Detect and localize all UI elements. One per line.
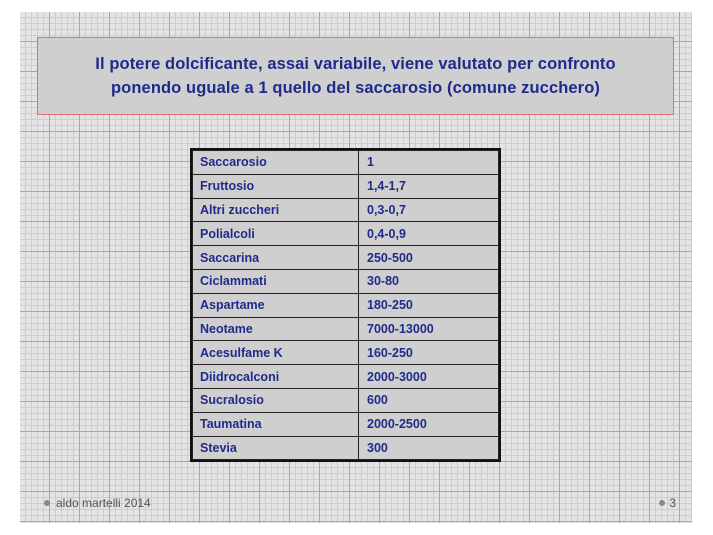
- sweetener-name: Diidrocalconi: [193, 365, 359, 389]
- page-number: 3: [669, 496, 676, 510]
- table-row: [193, 388, 499, 412]
- footer-author: [44, 496, 151, 510]
- sweetness-value: 0,3-0,7: [359, 198, 499, 222]
- title-box: [37, 37, 674, 115]
- sweetener-table: [190, 148, 501, 462]
- sweetness-value: 300: [359, 436, 499, 460]
- sweetness-value: 30-80: [359, 269, 499, 293]
- table-row: [193, 246, 499, 270]
- bullet-icon: [659, 500, 665, 506]
- sweetness-value: 250-500: [359, 246, 499, 270]
- sweetness-value: 2000-2500: [359, 412, 499, 436]
- sweetener-name: Saccarosio: [193, 151, 359, 175]
- table-row: [193, 436, 499, 460]
- table-row: [193, 317, 499, 341]
- table-row: [193, 151, 499, 175]
- sweetener-name: Polialcoli: [193, 222, 359, 246]
- sweetness-value: 600: [359, 388, 499, 412]
- sweetener-name: Aspartame: [193, 293, 359, 317]
- footer-page: [659, 496, 676, 510]
- sweetener-name: Stevia: [193, 436, 359, 460]
- table-row: [193, 222, 499, 246]
- sweetness-value: 2000-3000: [359, 365, 499, 389]
- sweetener-name: Altri zuccheri: [193, 198, 359, 222]
- sweetness-value: 160-250: [359, 341, 499, 365]
- sweetener-name: Fruttosio: [193, 174, 359, 198]
- table-row: [193, 365, 499, 389]
- sweetness-value: 1,4-1,7: [359, 174, 499, 198]
- title-line-1: Il potere dolcificante, assai variabile, viene valutato per confronto: [95, 55, 616, 73]
- slide: [20, 12, 692, 523]
- author-label: aldo martelli 2014: [56, 496, 151, 510]
- table-row: [193, 198, 499, 222]
- sweetener-name: Neotame: [193, 317, 359, 341]
- sweetener-name: Ciclammati: [193, 269, 359, 293]
- table-row: [193, 341, 499, 365]
- slide-title: [95, 52, 615, 100]
- sweetener-name: Acesulfame K: [193, 341, 359, 365]
- sweetness-value: 7000-13000: [359, 317, 499, 341]
- sweetener-name: Saccarina: [193, 246, 359, 270]
- sweetness-value: 0,4-0,9: [359, 222, 499, 246]
- table-row: [193, 412, 499, 436]
- sweetener-name: Taumatina: [193, 412, 359, 436]
- sweetener-name: Sucralosio: [193, 388, 359, 412]
- table-body: [193, 151, 499, 460]
- table-row: [193, 174, 499, 198]
- sweetness-value: 1: [359, 151, 499, 175]
- table-row: [193, 269, 499, 293]
- sweetness-value: 180-250: [359, 293, 499, 317]
- title-line-2: ponendo uguale a 1 quello del saccarosio (comune zucchero): [111, 79, 600, 97]
- bullet-icon: [44, 500, 50, 506]
- table-row: [193, 293, 499, 317]
